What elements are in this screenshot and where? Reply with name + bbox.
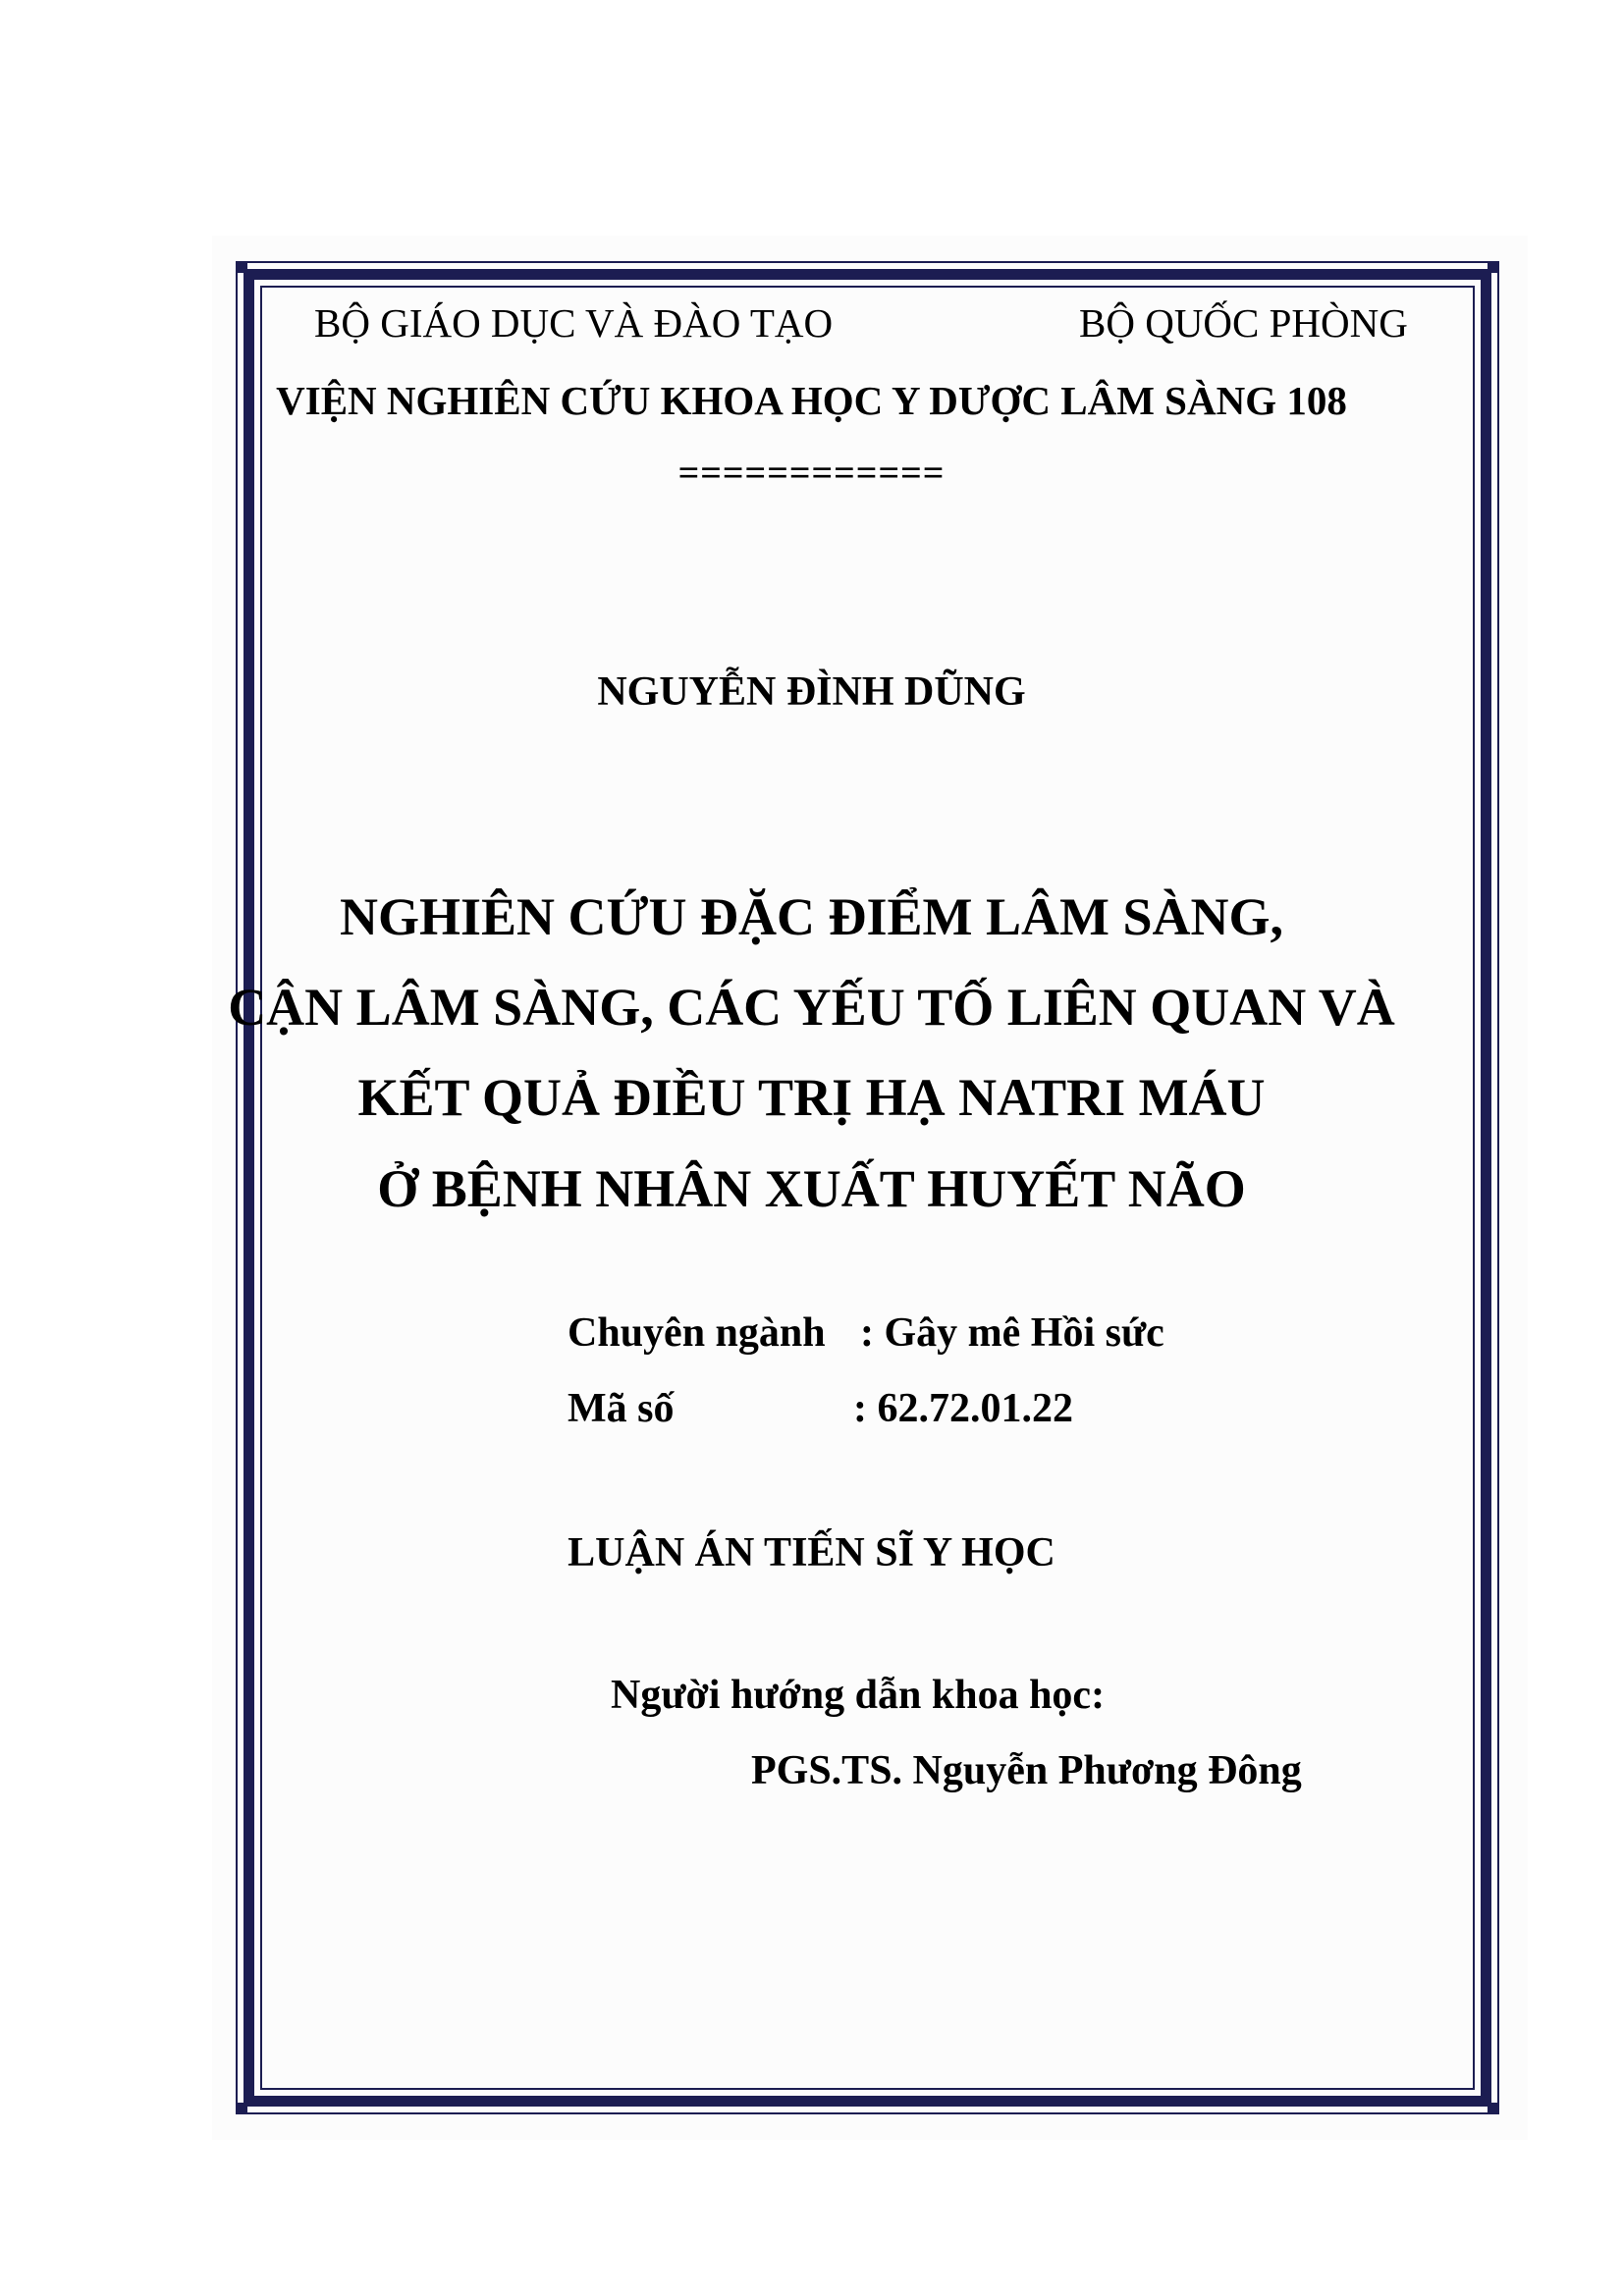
specialty-label: Chuyên ngành (568, 1310, 826, 1356)
border-corner-bottom-left (236, 2103, 247, 2114)
thesis-title-line-3: KẾT QUẢ ĐIỀU TRỊ HẠ NATRI MÁU (357, 1068, 1266, 1127)
author-name: NGUYỄN ĐÌNH DŨNG (597, 669, 1026, 715)
thesis-title-line-1: NGHIÊN CỨU ĐẶC ĐIỂM LÂM SÀNG, (339, 887, 1283, 946)
institute-name: VIỆN NGHIÊN CỨU KHOA HỌC Y DƯỢC LÂM SÀNG 108 (276, 378, 1347, 423)
degree-title: LUẬN ÁN TIẾN SĨ Y HỌC (568, 1530, 1055, 1575)
code-value: : 62.72.01.22 (853, 1386, 1073, 1431)
thesis-title-line-2: CẬN LÂM SÀNG, CÁC YẾU TỐ LIÊN QUAN VÀ (228, 978, 1395, 1037)
supervisor-label: Người hướng dẫn khoa học: (611, 1673, 1106, 1718)
header-separator: ============ (677, 453, 946, 494)
code-label: Mã số (568, 1386, 675, 1431)
border-corner-top-left (236, 261, 247, 273)
supervisor-name: PGS.TS. Nguyễn Phương Đông (751, 1748, 1302, 1793)
thesis-title-line-4: Ở BỆNH NHÂN XUẤT HUYẾT NÃO (377, 1159, 1246, 1218)
ministry-of-defense: BỘ QUỐC PHÒNG (1079, 300, 1408, 346)
specialty-value: : Gây mê Hồi sức (860, 1310, 1164, 1356)
ministry-of-education: BỘ GIÁO DỤC VÀ ĐÀO TẠO (314, 300, 834, 346)
border-corner-bottom-right (1488, 2103, 1499, 2114)
border-corner-top-right (1488, 261, 1499, 273)
